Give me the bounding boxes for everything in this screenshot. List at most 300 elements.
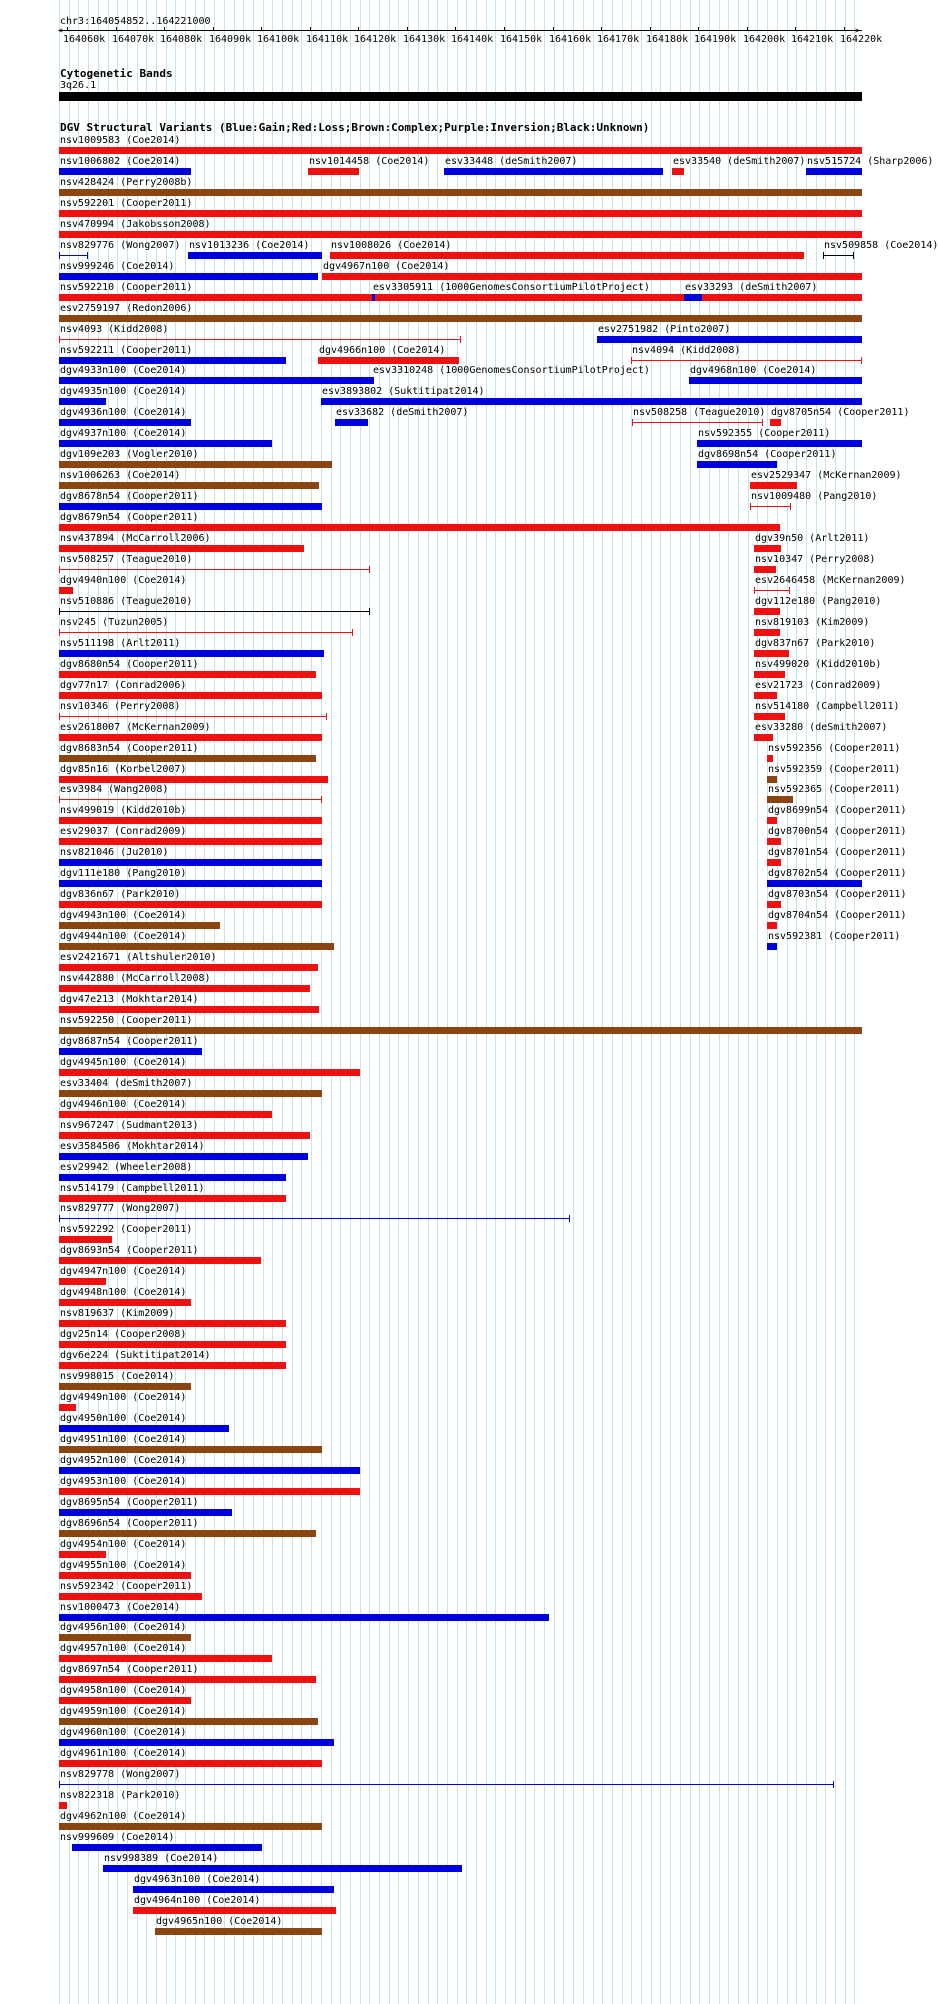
variant-label: dgv4943n100 (Coe2014) — [60, 910, 187, 921]
variant-glyph[interactable] — [59, 1802, 67, 1809]
variant-glyph[interactable] — [770, 419, 781, 426]
variant-glyph[interactable] — [322, 273, 862, 280]
variant-glyph[interactable] — [59, 524, 780, 531]
variant-glyph[interactable] — [59, 1488, 360, 1495]
variant-label: dgv47e213 (Mokhtar2014) — [60, 994, 199, 1005]
variant-label: dgv4961n100 (Coe2014) — [60, 1748, 187, 1759]
variant-glyph[interactable] — [59, 1236, 112, 1243]
ruler-tick — [455, 27, 456, 31]
variant-label: nsv515724 (Sharp2006) — [807, 156, 934, 167]
variant-glyph[interactable] — [750, 506, 790, 507]
variant-label: nsv514179 (Campbell2011) — [60, 1183, 205, 1194]
variant-label: dgv25n14 (Cooper2008) — [60, 1329, 187, 1340]
variant-label: dgv4949n100 (Coe2014) — [60, 1392, 187, 1403]
variant-glyph[interactable] — [59, 587, 73, 594]
variant-glyph[interactable] — [59, 1174, 286, 1181]
variant-end-cap — [790, 503, 791, 510]
variant-label: dgv8696n54 (Cooper2011) — [60, 1518, 199, 1529]
ruler-tick-label: 164170k — [597, 34, 640, 45]
variant-label: esv3584506 (Mokhtar2014) — [60, 1141, 205, 1152]
variant-label: dgv8699n54 (Cooper2011) — [768, 805, 907, 816]
variant-label: nsv442880 (McCarroll2008) — [60, 973, 211, 984]
variant-label: dgv8680n54 (Cooper2011) — [60, 659, 199, 670]
variant-label: dgv8695n54 (Cooper2011) — [60, 1497, 199, 1508]
variant-glyph[interactable] — [372, 294, 375, 301]
cytoband-track-title: Cytogenetic Bands — [60, 67, 173, 80]
variant-glyph[interactable] — [767, 755, 773, 762]
variant-label: dgv111e180 (Pang2010) — [60, 868, 187, 879]
variant-label: dgv4954n100 (Coe2014) — [60, 1539, 187, 1550]
variant-label: dgv85n16 (Korbel2007) — [60, 764, 187, 775]
dgv-track-title: DGV Structural Variants (Blue:Gain;Red:Loss;Brown:Complex;Purple:Inversion;Black:Unknown) — [60, 121, 650, 134]
variant-end-cap — [369, 566, 370, 573]
variant-label: dgv4937n100 (Coe2014) — [60, 428, 187, 439]
variant-glyph[interactable] — [754, 629, 780, 636]
variant-label: esv29037 (Conrad2009) — [60, 826, 187, 837]
variant-glyph[interactable] — [59, 1784, 834, 1785]
variant-glyph[interactable] — [767, 776, 777, 783]
variant-label: nsv829778 (Wong2007) — [60, 1769, 181, 1780]
ruler-tick-label: 164210k — [791, 34, 834, 45]
ruler-arrow-right: > — [855, 26, 860, 35]
variant-label: nsv822318 (Park2010) — [60, 1790, 181, 1801]
variant-label: dgv4955n100 (Coe2014) — [60, 1560, 187, 1571]
variant-label: nsv1008026 (Coe2014) — [331, 240, 452, 251]
variant-glyph[interactable] — [59, 1572, 191, 1579]
variant-label: nsv499020 (Kidd2010b) — [755, 659, 882, 670]
variant-glyph[interactable] — [754, 671, 785, 678]
variant-label: esv3893802 (Suktitipat2014) — [322, 386, 485, 397]
variant-end-cap — [59, 629, 60, 636]
variant-label: nsv821046 (Ju2010) — [60, 847, 169, 858]
variant-label: dgv4960n100 (Coe2014) — [60, 1727, 187, 1738]
variant-glyph[interactable] — [59, 838, 322, 845]
ruler-tick-label: 164150k — [500, 34, 543, 45]
variant-glyph[interactable] — [59, 168, 191, 175]
ruler-tick-label: 164200k — [743, 34, 786, 45]
variant-label: esv2751982 (Pinto2007) — [598, 324, 731, 335]
variant-end-cap — [460, 336, 461, 343]
variant-label: dgv4936n100 (Coe2014) — [60, 407, 187, 418]
variant-label: nsv592381 (Cooper2011) — [768, 931, 901, 942]
ruler-tick-label: 164220k — [840, 34, 883, 45]
ruler-tick-label: 164130k — [403, 34, 446, 45]
variant-glyph[interactable] — [59, 273, 318, 280]
ruler-tick-label: 164110k — [306, 34, 349, 45]
variant-end-cap — [59, 608, 60, 615]
variant-label: nsv1009583 (Coe2014) — [60, 135, 181, 146]
ruler-tick — [310, 27, 311, 31]
variant-label: dgv4952n100 (Coe2014) — [60, 1455, 187, 1466]
variant-glyph[interactable] — [59, 1153, 308, 1160]
variant-label: nsv999609 (Coe2014) — [60, 1832, 175, 1843]
variant-end-cap — [762, 419, 763, 426]
variant-glyph[interactable] — [754, 734, 773, 741]
variant-glyph[interactable] — [335, 419, 368, 426]
variant-glyph[interactable] — [754, 713, 785, 720]
variant-end-cap — [369, 608, 370, 615]
variant-glyph[interactable] — [597, 336, 862, 343]
variant-glyph[interactable] — [59, 1676, 316, 1683]
variant-label: esv21723 (Conrad2009) — [755, 680, 882, 691]
ruler-tick-label: 164180k — [646, 34, 689, 45]
variant-end-cap — [754, 587, 755, 594]
variant-label: dgv4968n100 (Coe2014) — [690, 365, 817, 376]
variant-glyph[interactable] — [59, 799, 322, 800]
variant-label: nsv592359 (Cooper2011) — [768, 764, 901, 775]
variant-glyph[interactable] — [59, 1257, 261, 1264]
variant-glyph[interactable] — [754, 545, 781, 552]
variant-glyph[interactable] — [59, 1655, 272, 1662]
variant-glyph[interactable] — [754, 566, 776, 573]
variant-glyph[interactable] — [767, 859, 781, 866]
variant-label: esv3310248 (1000GenomesConsortiumPilotProject) — [373, 365, 650, 376]
variant-end-cap — [59, 566, 60, 573]
variant-label: nsv437894 (McCarroll2006) — [60, 533, 211, 544]
variant-end-cap — [632, 419, 633, 426]
variant-glyph[interactable] — [59, 1278, 106, 1285]
variant-glyph[interactable] — [59, 357, 286, 364]
ruler-tick — [698, 27, 699, 31]
variant-glyph[interactable] — [444, 168, 663, 175]
variant-label: dgv4945n100 (Coe2014) — [60, 1057, 187, 1068]
variant-glyph[interactable] — [59, 1006, 319, 1013]
ruler-tick — [844, 27, 845, 31]
variant-glyph[interactable] — [767, 817, 777, 824]
variant-label: nsv819637 (Kim2009) — [60, 1308, 175, 1319]
variant-label: nsv592356 (Cooper2011) — [768, 743, 901, 754]
variant-label: esv33682 (deSmith2007) — [336, 407, 469, 418]
ruler-tick — [164, 27, 165, 31]
variant-glyph[interactable] — [59, 1218, 570, 1219]
variant-glyph[interactable] — [59, 255, 88, 256]
variant-glyph[interactable] — [59, 1027, 862, 1034]
variant-label: dgv109e203 (Vogler2010) — [60, 449, 199, 460]
variant-glyph[interactable] — [59, 440, 272, 447]
variant-label: nsv511198 (Arlt2011) — [60, 638, 181, 649]
variant-glyph[interactable] — [754, 650, 789, 657]
ruler-tick — [213, 27, 214, 31]
variant-label: dgv8693n54 (Cooper2011) — [60, 1245, 199, 1256]
variant-glyph[interactable] — [59, 1718, 318, 1725]
variant-label: dgv4962n100 (Coe2014) — [60, 1811, 187, 1822]
variant-label: dgv4956n100 (Coe2014) — [60, 1622, 187, 1633]
variant-glyph[interactable] — [330, 252, 804, 259]
ruler-tick — [67, 27, 68, 31]
variant-glyph[interactable] — [308, 168, 359, 175]
variant-label: esv2529347 (McKernan2009) — [751, 470, 902, 481]
variant-glyph[interactable] — [59, 1760, 322, 1767]
ruler-arrow-left: < — [58, 26, 63, 35]
variant-glyph[interactable] — [823, 255, 854, 256]
variant-label: esv33293 (deSmith2007) — [685, 282, 818, 293]
variant-glyph[interactable] — [672, 168, 684, 175]
variant-label: esv2759197 (Redon2006) — [60, 303, 193, 314]
variant-label: dgv8702n54 (Cooper2011) — [768, 868, 907, 879]
ruler-tick — [795, 27, 796, 31]
variant-label: dgv8698n54 (Cooper2011) — [698, 449, 837, 460]
variant-glyph[interactable] — [59, 377, 374, 384]
variant-label: nsv819103 (Kim2009) — [755, 617, 870, 628]
variant-glyph[interactable] — [372, 377, 374, 384]
variant-glyph[interactable] — [59, 859, 322, 866]
ruler-tick-label: 164190k — [694, 34, 737, 45]
variant-label: dgv8697n54 (Cooper2011) — [60, 1664, 199, 1675]
variant-glyph[interactable] — [59, 1697, 191, 1704]
variant-label: nsv245 (Tuzun2005) — [60, 617, 169, 628]
variant-glyph[interactable] — [155, 1928, 322, 1935]
variant-glyph[interactable] — [59, 1132, 310, 1139]
variant-glyph[interactable] — [59, 294, 862, 301]
variant-glyph[interactable] — [72, 1844, 262, 1851]
variant-label: nsv10346 (Perry2008) — [60, 701, 181, 712]
variant-glyph[interactable] — [59, 1509, 232, 1516]
variant-glyph[interactable] — [59, 1195, 286, 1202]
variant-label: dgv4964n100 (Coe2014) — [134, 1895, 261, 1906]
variant-glyph[interactable] — [59, 1048, 202, 1055]
variant-glyph[interactable] — [59, 985, 310, 992]
variant-label: nsv998015 (Coe2014) — [60, 1371, 175, 1382]
variant-glyph[interactable] — [59, 1320, 286, 1327]
variant-label: dgv8701n54 (Cooper2011) — [768, 847, 907, 858]
variant-label: nsv508258 (Teague2010) — [633, 407, 766, 418]
variant-glyph[interactable] — [59, 503, 322, 510]
variant-glyph[interactable] — [103, 1865, 462, 1872]
variant-glyph[interactable] — [59, 901, 322, 908]
variant-glyph[interactable] — [750, 482, 797, 489]
variant-glyph[interactable] — [754, 692, 777, 699]
variant-label: dgv77n17 (Conrad2006) — [60, 680, 187, 691]
variant-glyph[interactable] — [59, 1111, 272, 1118]
variant-glyph[interactable] — [59, 671, 316, 678]
variant-end-cap — [750, 503, 751, 510]
ruler-tick — [358, 27, 359, 31]
ruler-tick-label: 164090k — [209, 34, 252, 45]
variant-label: esv2618007 (McKernan2009) — [60, 722, 211, 733]
variant-label: nsv509858 (Coe2014) — [824, 240, 938, 251]
variant-label: nsv428424 (Perry2008b) — [60, 177, 193, 188]
cytoband-name: 3q26.1 — [60, 80, 97, 91]
variant-end-cap — [569, 1215, 570, 1222]
variant-label: nsv1006802 (Coe2014) — [60, 156, 181, 167]
variant-label: esv29942 (Wheeler2008) — [60, 1162, 193, 1173]
variant-glyph[interactable] — [59, 1739, 334, 1746]
variant-label: dgv4963n100 (Coe2014) — [134, 1874, 261, 1885]
ruler-tick-label: 164070k — [112, 34, 155, 45]
variant-glyph[interactable] — [767, 838, 781, 845]
variant-glyph[interactable] — [59, 1404, 76, 1411]
variant-glyph[interactable] — [767, 880, 862, 887]
variant-label: nsv1013236 (Coe2014) — [189, 240, 310, 251]
variant-glyph[interactable] — [59, 922, 220, 929]
variant-label: nsv1006263 (Coe2014) — [60, 470, 181, 481]
variant-end-cap — [59, 336, 60, 343]
variant-glyph[interactable] — [59, 1299, 191, 1306]
variant-label: nsv1014458 (Coe2014) — [309, 156, 430, 167]
variant-glyph[interactable] — [767, 943, 777, 950]
variant-label: nsv592250 (Cooper2011) — [60, 1015, 193, 1026]
variant-label: dgv8705n54 (Cooper2011) — [771, 407, 910, 418]
variant-label: nsv967247 (Sudmant2013) — [60, 1120, 199, 1131]
variant-glyph[interactable] — [59, 419, 191, 426]
variant-glyph[interactable] — [59, 545, 304, 552]
variant-label: dgv4967n100 (Coe2014) — [323, 261, 450, 272]
variant-glyph[interactable] — [59, 1614, 549, 1621]
ruler-tick — [747, 27, 748, 31]
variant-glyph[interactable] — [59, 692, 322, 699]
variant-end-cap — [352, 629, 353, 636]
variant-label: nsv829777 (Wong2007) — [60, 1203, 181, 1214]
variant-label: nsv998389 (Coe2014) — [104, 1853, 219, 1864]
ruler-axis — [60, 30, 862, 31]
variant-label: esv33280 (deSmith2007) — [755, 722, 888, 733]
variant-end-cap — [87, 252, 88, 259]
variant-label: nsv592210 (Cooper2011) — [60, 282, 193, 293]
variant-glyph[interactable] — [133, 1907, 336, 1914]
variant-label: dgv8679n54 (Cooper2011) — [60, 512, 199, 523]
variant-glyph[interactable] — [59, 964, 318, 971]
variant-end-cap — [631, 357, 632, 364]
variant-label: dgv8703n54 (Cooper2011) — [768, 889, 907, 900]
variant-end-cap — [823, 252, 824, 259]
variant-label: dgv8683n54 (Cooper2011) — [60, 743, 199, 754]
variant-label: nsv4094 (Kidd2008) — [632, 345, 741, 356]
variant-glyph[interactable] — [59, 1069, 360, 1076]
variant-end-cap — [59, 252, 60, 259]
variant-label: dgv4950n100 (Coe2014) — [60, 1413, 187, 1424]
variant-glyph[interactable] — [59, 776, 328, 783]
ruler-tick-label: 164160k — [549, 34, 592, 45]
ruler-tick-label: 164120k — [354, 34, 397, 45]
variant-glyph[interactable] — [59, 1530, 316, 1537]
variant-glyph[interactable] — [59, 1634, 191, 1641]
variant-label: nsv508257 (Teague2010) — [60, 554, 193, 565]
variant-glyph[interactable] — [133, 1886, 334, 1893]
variant-label: dgv112e180 (Pang2010) — [755, 596, 882, 607]
variant-end-cap — [326, 713, 327, 720]
variant-label: dgv4946n100 (Coe2014) — [60, 1099, 187, 1110]
variant-glyph[interactable] — [188, 252, 322, 259]
variant-label: dgv8704n54 (Cooper2011) — [768, 910, 907, 921]
variant-end-cap — [59, 713, 60, 720]
ruler-tick — [650, 27, 651, 31]
variant-glyph[interactable] — [697, 461, 777, 468]
variant-glyph[interactable] — [59, 482, 319, 489]
variant-glyph[interactable] — [59, 189, 862, 196]
variant-label: dgv8700n54 (Cooper2011) — [768, 826, 907, 837]
variant-label: dgv4965n100 (Coe2014) — [156, 1916, 283, 1927]
variant-label: esv2646458 (McKernan2009) — [755, 575, 906, 586]
variant-glyph[interactable] — [631, 360, 862, 361]
variant-glyph[interactable] — [59, 1593, 202, 1600]
ruler-tick-label: 164140k — [451, 34, 494, 45]
variant-glyph[interactable] — [59, 569, 370, 570]
variant-label: nsv1000473 (Coe2014) — [60, 1602, 181, 1613]
variant-label: nsv4093 (Kidd2008) — [60, 324, 169, 335]
variant-glyph[interactable] — [59, 210, 862, 217]
variant-end-cap — [833, 1781, 834, 1788]
variant-label: dgv39n50 (Arlt2011) — [755, 533, 870, 544]
variant-glyph[interactable] — [59, 632, 353, 633]
ruler-tick — [261, 27, 262, 31]
variant-glyph[interactable] — [59, 1341, 286, 1348]
variant-glyph[interactable] — [754, 590, 789, 591]
ruler-tick — [504, 27, 505, 31]
variant-label: dgv4947n100 (Coe2014) — [60, 1266, 187, 1277]
variant-glyph[interactable] — [59, 716, 327, 717]
variant-label: esv33540 (deSmith2007) — [673, 156, 806, 167]
variant-glyph[interactable] — [59, 1425, 229, 1432]
variant-glyph[interactable] — [767, 796, 793, 803]
variant-glyph[interactable] — [59, 1823, 322, 1830]
variant-end-cap — [59, 796, 60, 803]
variant-glyph[interactable] — [754, 608, 780, 615]
variant-glyph[interactable] — [59, 1467, 360, 1474]
variant-glyph[interactable] — [806, 168, 862, 175]
variant-glyph[interactable] — [318, 357, 459, 364]
variant-label: nsv592342 (Cooper2011) — [60, 1581, 193, 1592]
variant-label: nsv499019 (Kidd2010b) — [60, 805, 187, 816]
variant-glyph[interactable] — [59, 339, 461, 340]
variant-glyph[interactable] — [59, 1090, 322, 1097]
variant-label: dgv8687n54 (Cooper2011) — [60, 1036, 199, 1047]
ruler-tick — [407, 27, 408, 31]
variant-label: dgv836n67 (Park2010) — [60, 889, 181, 900]
variant-label: dgv4933n100 (Coe2014) — [60, 365, 187, 376]
variant-end-cap — [59, 1215, 60, 1222]
variant-glyph[interactable] — [697, 440, 862, 447]
variant-glyph[interactable] — [59, 1383, 191, 1390]
variant-label: dgv4958n100 (Coe2014) — [60, 1685, 187, 1696]
variant-label: nsv1009480 (Pang2010) — [751, 491, 878, 502]
variant-glyph[interactable] — [59, 1551, 106, 1558]
variant-glyph[interactable] — [59, 650, 324, 657]
variant-label: dgv837n67 (Park2010) — [755, 638, 876, 649]
variant-label: nsv470994 (Jakobsson2008) — [60, 219, 211, 230]
variant-glyph[interactable] — [767, 901, 781, 908]
variant-glyph[interactable] — [59, 461, 332, 468]
variant-glyph[interactable] — [684, 294, 702, 301]
variant-glyph[interactable] — [59, 817, 322, 824]
variant-glyph[interactable] — [59, 755, 316, 762]
variant-end-cap — [853, 252, 854, 259]
ruler-tick — [116, 27, 117, 31]
variant-glyph[interactable] — [632, 422, 763, 423]
variant-glyph[interactable] — [59, 1362, 286, 1369]
variant-glyph[interactable] — [59, 315, 862, 322]
variant-glyph[interactable] — [321, 398, 862, 405]
variant-glyph[interactable] — [59, 231, 862, 238]
variant-label: nsv592292 (Cooper2011) — [60, 1224, 193, 1235]
variant-glyph[interactable] — [59, 734, 322, 741]
ruler-tick — [601, 27, 602, 31]
variant-label: nsv592365 (Cooper2011) — [768, 784, 901, 795]
variant-glyph[interactable] — [59, 880, 322, 887]
ruler-tick — [553, 27, 554, 31]
variant-glyph[interactable] — [59, 147, 862, 154]
variant-label: dgv4966n100 (Coe2014) — [319, 345, 446, 356]
variant-glyph[interactable] — [689, 377, 862, 384]
variant-glyph[interactable] — [767, 922, 777, 929]
cytoband-bar[interactable] — [59, 92, 862, 101]
variant-end-cap — [59, 1781, 60, 1788]
variant-glyph[interactable] — [59, 611, 370, 612]
variant-glyph[interactable] — [59, 943, 334, 950]
variant-label: dgv4951n100 (Coe2014) — [60, 1434, 187, 1445]
variant-glyph[interactable] — [59, 398, 106, 405]
variant-end-cap — [789, 587, 790, 594]
variant-glyph[interactable] — [59, 1446, 322, 1453]
